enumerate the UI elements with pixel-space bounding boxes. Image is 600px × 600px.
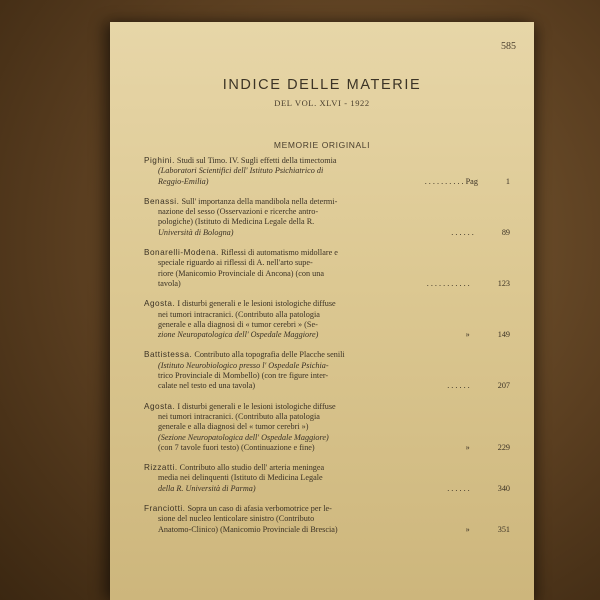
entry-author: Franciotti. [144, 504, 186, 514]
entry-line-text: media nei delinquenti (Istituto di Medicina Legale [158, 473, 323, 483]
entry-line [144, 156, 444, 166]
entry-line-text: pologiche) (Istituto di Medicina Legale della R. [158, 217, 315, 227]
entry-leader: . . . . . . . . . . . [426, 278, 470, 288]
entry-author: Battistessa. [144, 350, 193, 360]
entry-leader: . . . . . . [447, 381, 470, 391]
entry-author: Agosta. [144, 401, 176, 411]
entry-line-text: nei tumori intracranici. (Contributo alla patologia [158, 309, 320, 319]
entry-author: Benassi. [144, 196, 180, 206]
entry-page-ref [466, 525, 510, 535]
entry-leader: » [465, 330, 470, 340]
entry-line-text: Reggio-Emilia) [158, 176, 209, 186]
entry-text [144, 248, 444, 289]
entry-leader: » [465, 442, 470, 452]
entry-line-text: Studi sul Timo. IV. Sugli effetti della timectomia [174, 156, 337, 165]
entry-line-text: Contributo allo studio dell' arteria meningea [177, 463, 325, 473]
entry-line [144, 177, 444, 187]
list-item [144, 504, 510, 535]
entry-line [144, 197, 444, 207]
entry-line-text: (Sezione Neuropatologica dell' Ospedale Maggiore) [158, 432, 329, 442]
entry-line [144, 381, 444, 391]
entry-page-number: 89 [501, 227, 510, 237]
list-item [144, 299, 510, 340]
entry-page-ref [425, 177, 510, 187]
entry-line-text: riore (Manicomio Provinciale di Ancona) (con una [158, 268, 324, 278]
entry-line-text: Anatomo-Clinico) (Manicomio Provinciale di Brescia) [158, 524, 338, 534]
entry-page-number: 351 [497, 524, 510, 534]
entry-text [144, 299, 444, 340]
entry-text [144, 504, 444, 535]
entry-line-text: zione Neuropatologica dell' Ospedale Maggiore) [158, 330, 319, 340]
entry-author: Rizzatti. [144, 463, 178, 473]
entry-text [144, 197, 444, 238]
entry-line [144, 228, 444, 238]
entry-line [144, 310, 444, 320]
entry-line-text: Sopra un caso di afasia verbomotrice per le- [185, 504, 332, 514]
entry-line-text: generale e alla diagnosi del « tumor cerebri ») [158, 422, 309, 432]
document-page [110, 22, 534, 600]
entry-page-ref [447, 381, 510, 391]
list-item [144, 463, 510, 494]
entry-line-text: sione del nucleo lenticolare sinistro (Contributo [158, 514, 315, 524]
entry-page-number: 149 [497, 330, 510, 340]
entry-text [144, 402, 444, 453]
entry-leader: . . . . . . [451, 227, 474, 237]
entry-line [144, 402, 444, 412]
list-item [144, 401, 510, 453]
entry-line-text: I disturbi generali e le lesioni istologiche diffuse [175, 299, 336, 309]
entry-line [144, 166, 444, 176]
entry-line [144, 330, 444, 340]
entry-line-text: (Laboratori Scientifici dell' Istituto Psichiatrico di [158, 166, 324, 176]
entry-line [144, 433, 444, 443]
entry-page-ref [447, 484, 510, 494]
entry-line [144, 371, 444, 381]
entry-line-text: (Istituto Neurobiologico presso l' Ospedale Psichia- [158, 360, 329, 370]
entry-text [144, 463, 444, 494]
entry-line [144, 443, 444, 453]
entry-leader: . . . . . . . . . . Pag [424, 176, 478, 186]
entry-line [144, 279, 444, 289]
entry-line [144, 248, 444, 258]
entry-line-text: speciale riguardo ai riflessi di A. nell'arto supe- [158, 258, 313, 268]
entry-line-text: tavola) [158, 278, 181, 288]
list-item [144, 248, 510, 289]
entry-line [144, 320, 444, 330]
entry-line-text: Sull' importanza della mandibola nella determi- [179, 196, 338, 206]
entry-line [144, 299, 444, 309]
entry-line [144, 412, 444, 422]
entry-line-text: calate nel testo ed una tavola) [158, 381, 256, 391]
entry-line [144, 525, 444, 535]
entry-line-text: I disturbi generali e le lesioni istologiche diffuse [175, 401, 336, 411]
entry-line [144, 422, 444, 432]
entry-leader: » [465, 524, 470, 534]
page-number: 585 [501, 41, 516, 52]
entry-page-ref [466, 443, 510, 453]
entry-text [144, 156, 444, 187]
entry-leader: . . . . . . [447, 483, 470, 493]
entry-line [144, 269, 444, 279]
section-heading: MEMORIE ORIGINALI [273, 140, 371, 150]
entry-line-text: Riflessi di automatismo midollare e [218, 248, 338, 258]
entry-line [144, 361, 444, 371]
list-item [144, 156, 510, 187]
entry-line-text: trico Provinciale di Mombello) (con tre figure inter- [158, 371, 329, 381]
entry-text [144, 350, 444, 391]
entry-page-number: 207 [497, 381, 510, 391]
entry-line [144, 514, 444, 524]
index-title: INDICE DELLE MATERIE [222, 77, 422, 93]
entry-line [144, 504, 444, 514]
list-item [144, 196, 510, 238]
entry-line [144, 463, 444, 473]
entry-line [144, 217, 444, 227]
entry-line [144, 473, 444, 483]
entry-line-text: Università di Bologna) [158, 227, 234, 237]
entries-list [144, 156, 510, 545]
entry-page-number: 340 [497, 483, 510, 493]
entry-page-ref [451, 228, 510, 238]
volume-subtitle: DEL VOL. XLVI - 1922 [274, 98, 370, 108]
entry-line-text: della R. Università di Parma) [158, 483, 256, 493]
entry-author: Bonarelli-Modena. [144, 248, 219, 258]
entry-line [144, 350, 444, 360]
entry-line-text: nazione del sesso (Osservazioni e ricerche antro- [158, 207, 319, 217]
entry-page-ref [466, 330, 510, 340]
entry-line [144, 484, 444, 494]
entry-page-number: 229 [497, 442, 510, 452]
list-item [144, 350, 510, 391]
entry-line-text: generale e alla diagnosi di « tumor cerebri » (Se- [158, 319, 318, 329]
entry-author: Agosta. [144, 299, 176, 309]
entry-line [144, 258, 444, 268]
entry-page-number: 123 [497, 278, 510, 288]
entry-line-text: nei tumori intracranici. (Contributo alla patologia [158, 411, 320, 421]
entry-page-ref [427, 279, 510, 289]
entry-line-text: (con 7 tavole fuori testo) (Continuazione e fine) [158, 442, 315, 452]
entry-line [144, 207, 444, 217]
entry-line-text: Contributo alla topografia delle Placche senili [192, 350, 345, 360]
entry-page-number: 1 [505, 176, 510, 186]
entry-author: Pighini. [144, 156, 175, 165]
